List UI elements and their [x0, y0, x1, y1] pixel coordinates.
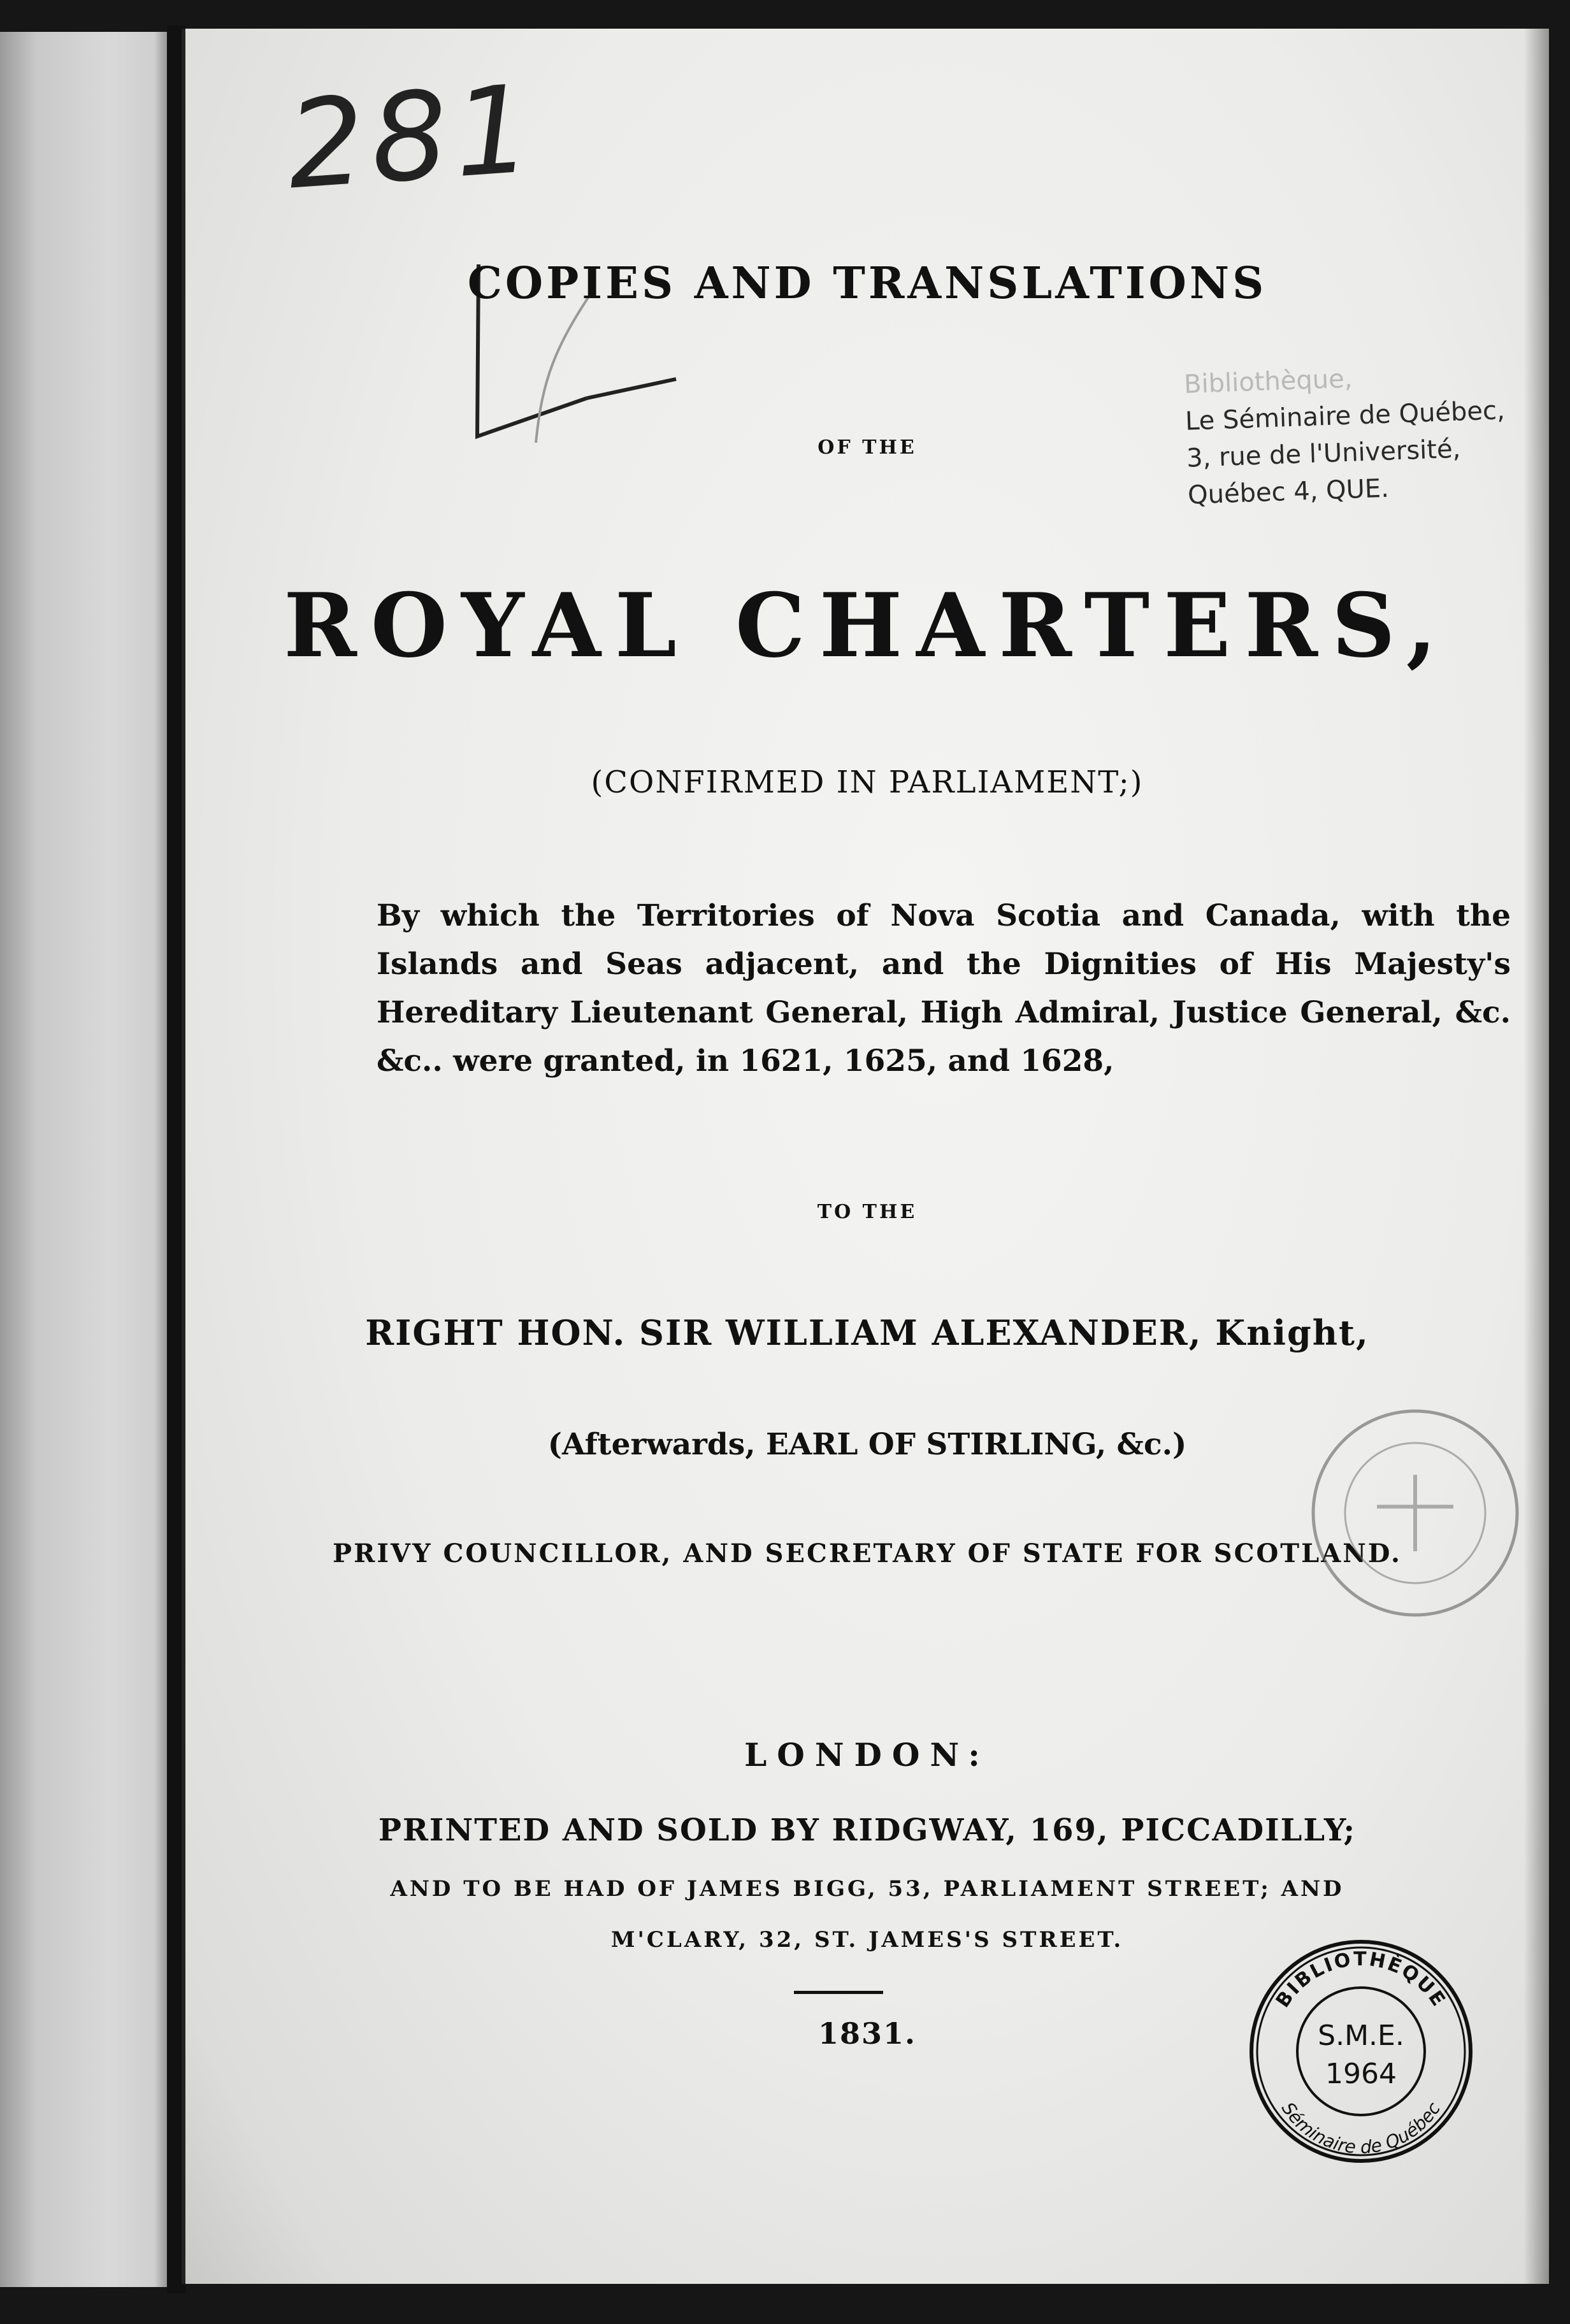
imprint-printer: PRINTED AND SOLD BY RIDGWAY, 169, PICCADILLY;	[378, 1812, 1357, 1848]
dedication-office: PRIVY COUNCILLOR, AND SECRETARY OF STATE FOR SCOTLAND.	[333, 1539, 1402, 1568]
imprint-rule	[794, 1991, 883, 1994]
facing-page	[0, 32, 182, 2287]
seal-year: 1964	[1325, 2058, 1397, 2090]
seal-code: S.M.E.	[1318, 2019, 1404, 2052]
imprint-seller-2: M'CLARY, 32, ST. JAMES'S STREET.	[610, 1927, 1124, 1953]
title-confirmed: (CONFIRMED IN PARLIAMENT;)	[591, 764, 1144, 800]
grant-description: By which the Territories of Nova Scotia and Canada, with the Islands and Seas adjacent, and the Dignities of His Majesty's Hereditary Lieutenant General, High Admiral, Justice General, &c. &c.. were granted, in 1621, 1625, and 1628,	[377, 898, 1511, 1079]
dedication-to-the: TO THE	[817, 1201, 918, 1223]
svg-text:BIBLIOTHÈQUE	[1272, 1948, 1450, 2012]
title-page	[182, 29, 1549, 2284]
imprint-city: LONDON:	[744, 1736, 990, 1774]
svg-text:Séminaire de Québec	[1278, 2098, 1445, 2158]
dedication-name: RIGHT HON. SIR WILLIAM ALEXANDER, Knight,	[365, 1312, 1369, 1353]
bibliotheque-seal-stamp	[1243, 1933, 1479, 2169]
seal-bottom-text: Séminaire de Québec	[1277, 2098, 1445, 2158]
faded-seal-stamp	[1300, 1398, 1530, 1628]
imprint-year: 1831.	[817, 2016, 917, 2051]
stamp-line-2: Le Séminaire de Québec,	[1185, 396, 1506, 436]
stamp-line-3: 3, rue de l'Université,	[1186, 434, 1461, 473]
seal-top-text: BIBLIOTHÈQUE	[1271, 1947, 1451, 2012]
title-line-of-the: OF THE	[817, 436, 917, 459]
library-ownership-stamp	[1183, 354, 1545, 513]
stamp-line-4: Québec 4, QUE.	[1187, 473, 1390, 510]
stamp-line-1: Bibliothèque,	[1183, 364, 1353, 399]
imprint-seller: AND TO BE HAD OF JAMES BIGG, 53, PARLIAMENT STREET; AND	[390, 1876, 1344, 1902]
title-royal-charters: ROYAL CHARTERS,	[284, 573, 1451, 677]
handwritten-number: 281	[282, 58, 542, 217]
title-line-copies: COPIES AND TRANSLATIONS	[467, 258, 1267, 309]
dedication-afterwards: (Afterwards, EARL OF STIRLING, &c.)	[547, 1427, 1187, 1462]
